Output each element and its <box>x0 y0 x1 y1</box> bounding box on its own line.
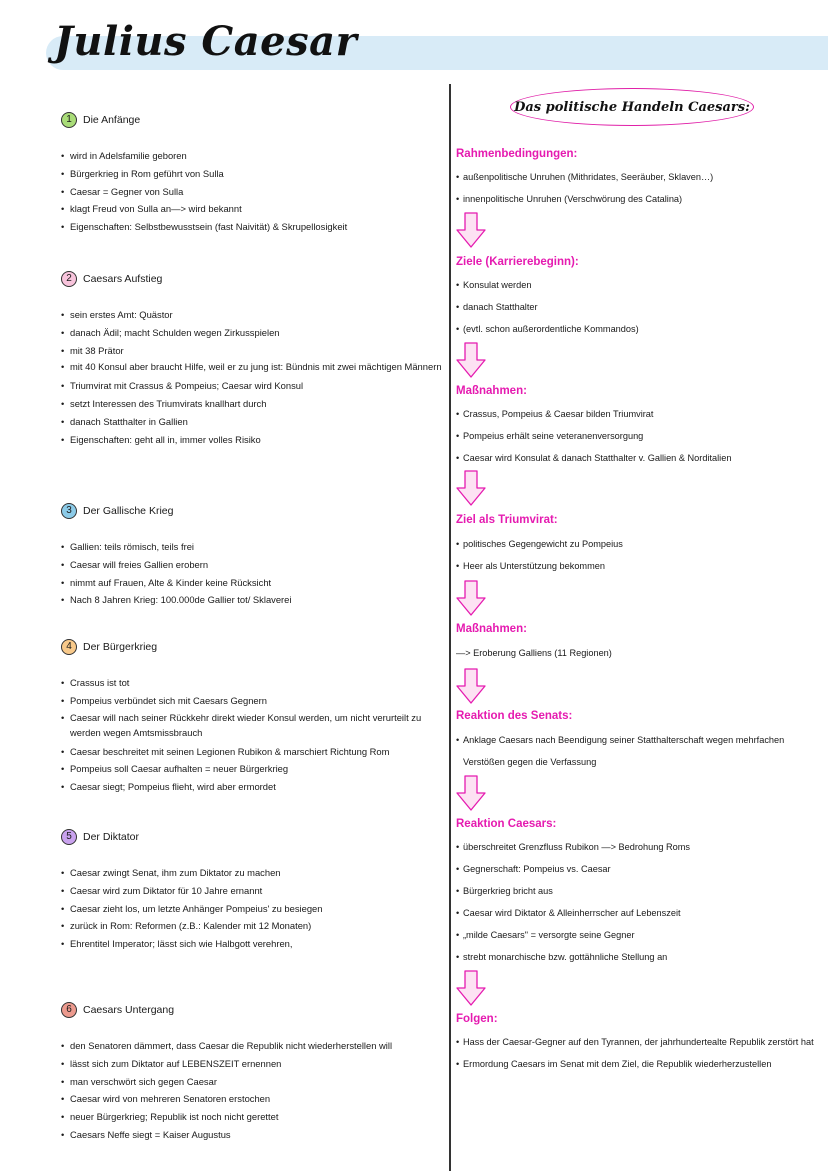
section-buergerkrieg <box>61 638 443 796</box>
section-number-badge: 6 <box>61 1002 77 1018</box>
list-item: • überschreitet Grenzfluss Rubikon —> Bedrohung Roms <box>456 836 824 858</box>
list-item: • innenpolitische Unruhen (Verschwörung des Catalina) <box>456 188 824 210</box>
list-item: • Caesar zwingt Senat, ihm zum Diktator zu machen <box>61 864 443 882</box>
list-item: • Caesar will nach seiner Rückkehr direkt wieder Konsul werden, um nicht verurteilt zu werden wegen Amtsmissbrauch <box>61 710 443 743</box>
list-item: • Hass der Caesar-Gegner auf den Tyrannen, der jahrhundertealte Republik zerstört hat <box>456 1031 824 1053</box>
list-item: • danach Statthalter in Gallien <box>61 413 443 431</box>
list-item: • setzt Interessen des Triumvirats knallhart durch <box>61 395 443 413</box>
section-number-badge: 4 <box>61 639 77 655</box>
column-divider <box>449 84 451 1171</box>
list-item: • danach Ädil; macht Schulden wegen Zirkusspielen <box>61 324 443 342</box>
block-title: Ziele (Karrierebeginn): <box>456 256 579 268</box>
list-item: • strebt monarchische bzw. gottähnliche Stellung an <box>456 946 824 968</box>
right-heading: Das politische Handeln Caesars: <box>510 88 754 126</box>
list-item: • Crassus, Pompeius & Caesar bilden Triumvirat <box>456 403 824 425</box>
list-item: • Crassus ist tot <box>61 674 443 692</box>
list-item: • Caesar beschreitet mit seinen Legionen Rubikon & marschiert Richtung Rom <box>61 743 443 761</box>
block-list <box>456 836 824 968</box>
list-item: • Nach 8 Jahren Krieg: 100.000de Gallier tot/ Sklaverei <box>61 591 443 609</box>
list-item: • Konsulat werden <box>456 274 824 296</box>
block-list <box>456 166 824 210</box>
list-item: • Caesar wird von mehreren Senatoren erstochen <box>61 1090 443 1108</box>
block-title: Reaktion des Senats: <box>456 710 573 722</box>
block-title: Maßnahmen: <box>456 385 527 397</box>
section-number-badge: 5 <box>61 829 77 845</box>
down-arrow-icon <box>456 668 486 704</box>
list-item: • Eigenschaften: Selbstbewusstsein (fast Naivität) & Skrupellosigkeit <box>61 218 443 236</box>
list-item: • Caesar = Gegner von Sulla <box>61 183 443 201</box>
list-item: • wird in Adelsfamilie geboren <box>61 147 443 165</box>
list-item: • klagt Freud von Sulla an—> wird bekannt <box>61 200 443 218</box>
block-list <box>456 533 824 577</box>
list-item: • Triumvirat mit Crassus & Pompeius; Caesar wird Konsul <box>61 377 443 395</box>
section-title: Der Diktator <box>83 831 140 843</box>
block-title: Ziel als Triumvirat: <box>456 514 558 526</box>
list-item: • den Senatoren dämmert, dass Caesar die Republik nicht wiederherstellen will <box>61 1037 443 1055</box>
section-caesars-untergang <box>61 1001 443 1144</box>
down-arrow-icon <box>456 580 486 616</box>
section-caesars-aufstieg <box>61 270 443 449</box>
section-die-anfaenge <box>61 111 443 236</box>
section-title: Caesars Untergang <box>83 1004 175 1016</box>
list-item: —> Eroberung Galliens (11 Regionen) <box>456 648 612 658</box>
list-item: • Caesars Neffe siegt = Kaiser Augustus <box>61 1126 443 1144</box>
list-item: • Caesar will freies Gallien erobern <box>61 556 443 574</box>
list-item: • politisches Gegengewicht zu Pompeius <box>456 533 824 555</box>
section-number-badge: 2 <box>61 271 77 287</box>
down-arrow-icon <box>456 970 486 1006</box>
block-list <box>456 1031 824 1075</box>
list-item: • „milde Caesars" = versorgte seine Gegner <box>456 924 824 946</box>
section-title: Die Anfänge <box>83 114 141 126</box>
list-item: • Pompeius verbündet sich mit Caesars Gegnern <box>61 692 443 710</box>
list-item: • Caesar wird zum Diktator für 10 Jahre ernannt <box>61 882 443 900</box>
list-item: • Caesar wird Diktator & Alleinherrscher auf Lebenszeit <box>456 902 824 924</box>
section-title: Der Bürgerkrieg <box>83 641 158 653</box>
list-item: • Heer als Unterstützung bekommen <box>456 555 824 577</box>
list-item: • mit 40 Konsul aber braucht Hilfe, weil er zu jung ist: Bündnis mit zwei mächtigen Männern <box>61 359 443 377</box>
block-list <box>456 274 824 340</box>
down-arrow-icon <box>456 470 486 506</box>
page-title: Julius Caesar <box>54 18 358 65</box>
list-item: • Gallien: teils römisch, teils frei <box>61 538 443 556</box>
list-item: • (evtl. schon außerordentliche Kommandos) <box>456 318 824 340</box>
block-title: Folgen: <box>456 1013 498 1025</box>
down-arrow-icon <box>456 212 486 248</box>
list-item: • danach Statthalter <box>456 296 824 318</box>
list-item: • mit 38 Prätor <box>61 342 443 360</box>
list-item: • Gegnerschaft: Pompeius vs. Caesar <box>456 858 824 880</box>
down-arrow-icon <box>456 775 486 811</box>
list-item: • nimmt auf Frauen, Alte & Kinder keine Rücksicht <box>61 574 443 592</box>
block-list <box>456 729 824 773</box>
list-item: • sein erstes Amt: Quästor <box>61 306 443 324</box>
section-number-badge: 1 <box>61 112 77 128</box>
section-gallischer-krieg <box>61 502 443 609</box>
list-item: • lässt sich zum Diktator auf LEBENSZEIT ernennen <box>61 1055 443 1073</box>
list-item: • Ehrentitel Imperator; lässt sich wie Halbgott verehren, <box>61 935 443 953</box>
list-item: • Bürgerkrieg bricht aus <box>456 880 824 902</box>
list-item: • Caesar wird Konsulat & danach Statthalter v. Gallien & Norditalien <box>456 447 824 469</box>
list-item: • man verschwört sich gegen Caesar <box>61 1073 443 1091</box>
list-item: • Caesar zieht los, um letzte Anhänger Pompeius' zu besiegen <box>61 900 443 918</box>
section-diktator <box>61 828 443 953</box>
list-item: • Bürgerkrieg in Rom geführt von Sulla <box>61 165 443 183</box>
section-title: Der Gallische Krieg <box>83 505 174 517</box>
list-item: • zurück in Rom: Reformen (z.B.: Kalender mit 12 Monaten) <box>61 917 443 935</box>
block-title: Rahmenbedingungen: <box>456 148 578 160</box>
block-list <box>456 403 824 469</box>
list-item: • außenpolitische Unruhen (Mithridates, Seeräuber, Sklaven…) <box>456 166 824 188</box>
list-item: • Eigenschaften: geht all in, immer volles Risiko <box>61 431 443 449</box>
block-list <box>456 642 824 664</box>
list-item: • neuer Bürgerkrieg; Republik ist noch nicht gerettet <box>61 1108 443 1126</box>
block-title: Reaktion Caesars: <box>456 818 557 830</box>
section-number-badge: 3 <box>61 503 77 519</box>
down-arrow-icon <box>456 342 486 378</box>
list-item: • Pompeius erhält seine veteranenversorgung <box>456 425 824 447</box>
list-item: • Ermordung Caesars im Senat mit dem Ziel, die Republik wiederherzustellen <box>456 1053 824 1075</box>
list-item: • Caesar siegt; Pompeius flieht, wird aber ermordet <box>61 778 443 796</box>
section-title: Caesars Aufstieg <box>83 273 163 285</box>
list-item: • Anklage Caesars nach Beendigung seiner Statthalterschaft wegen mehrfachen Verstößen gegen die Verfassung <box>456 729 824 773</box>
list-item: • Pompeius soll Caesar aufhalten = neuer Bürgerkrieg <box>61 760 443 778</box>
block-title: Maßnahmen: <box>456 623 527 635</box>
